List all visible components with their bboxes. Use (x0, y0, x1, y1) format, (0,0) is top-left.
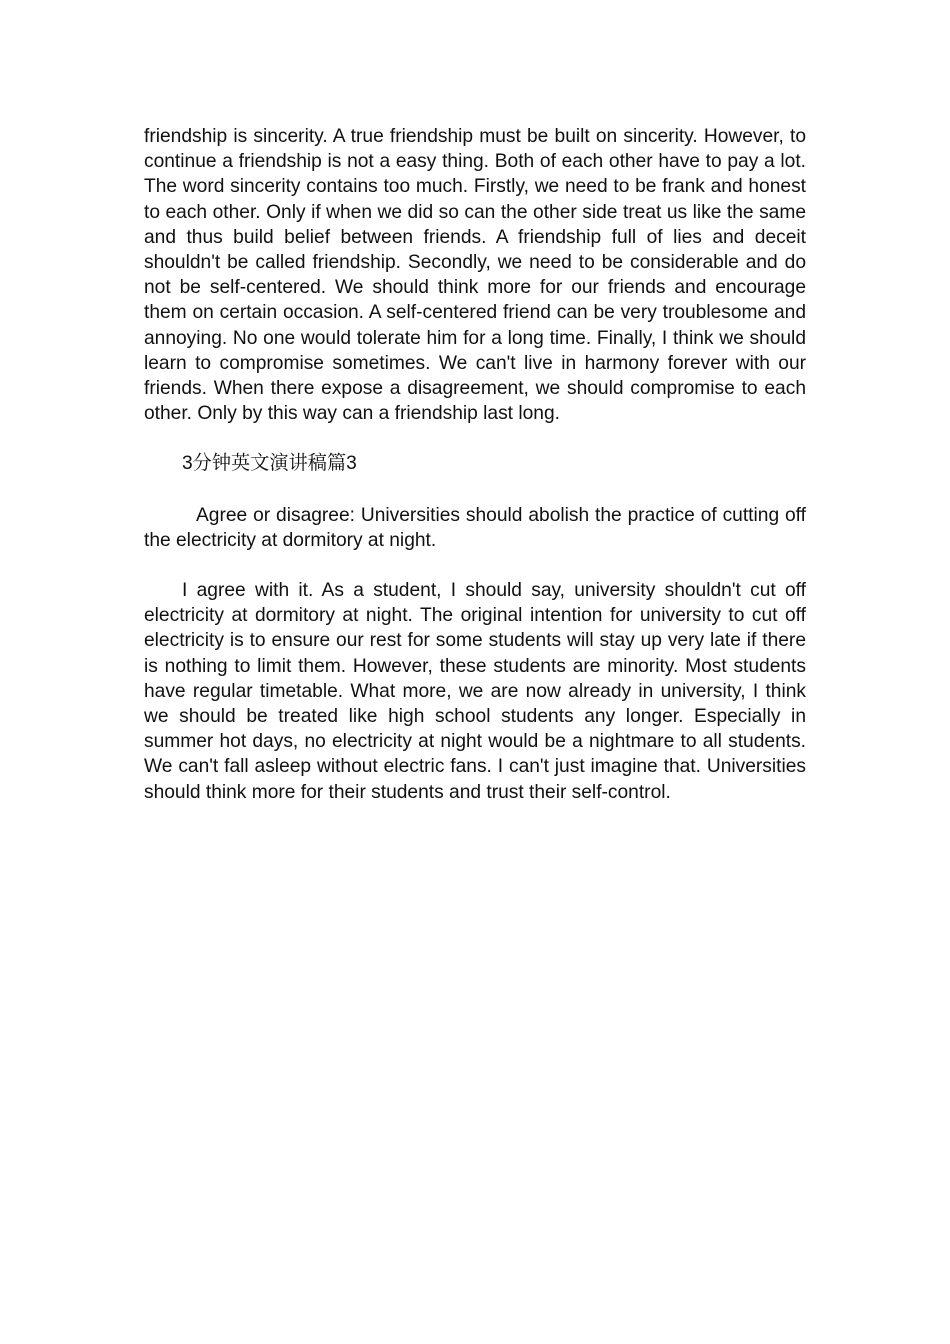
paragraph-agree-or-disagree: Agree or disagree: Universities should abolish the practice of cutting off the electricity at dormitory at night. (144, 504, 806, 551)
paragraph-student-opinion: I agree with it. As a student, I should say, university shouldn't cut off electricity at dormitory at night. The original intention for university to cut off electricity is to ensure our rest for some students will stay up very late if there is nothing to limit them. However, these students are minority. Most students have regular timetable. What more, we are now already in university, I think we should be treated like high school students any longer. Especially in summer hot days, no electricity at night would be a nightmare to all students. We can't fall asleep without electric fans. I can't just imagine that. Universities should think more for their students and trust their self-control. (144, 580, 806, 803)
paragraph-friendship-sincerity: friendship is sincerity. A true friendship must be built on sincerity. However, to continue a friendship is not a easy thing. Both of each other have to pay a lot. The word sincerity contains too much. Firstly, we need to be frank and honest to each other. Only if when we did so can the other side treat us like the same and thus build belief between friends. A friendship full of lies and deceit shouldn't be called friendship. Secondly, we need to be considerable and do not be self-centered. We should think more for our friends and encourage them on certain occasion. A self-centered friend can be very troublesome and annoying. No one would tolerate him for a long time. Finally, I think we should learn to compromise sometimes. We can't live in harmony forever with our friends. When there expose a disagreement, we should compromise to each other. Only by this way can a friendship last long. (144, 126, 806, 425)
section-heading: 3分钟英文演讲稿篇3 (182, 453, 357, 475)
document-body (144, 124, 806, 805)
